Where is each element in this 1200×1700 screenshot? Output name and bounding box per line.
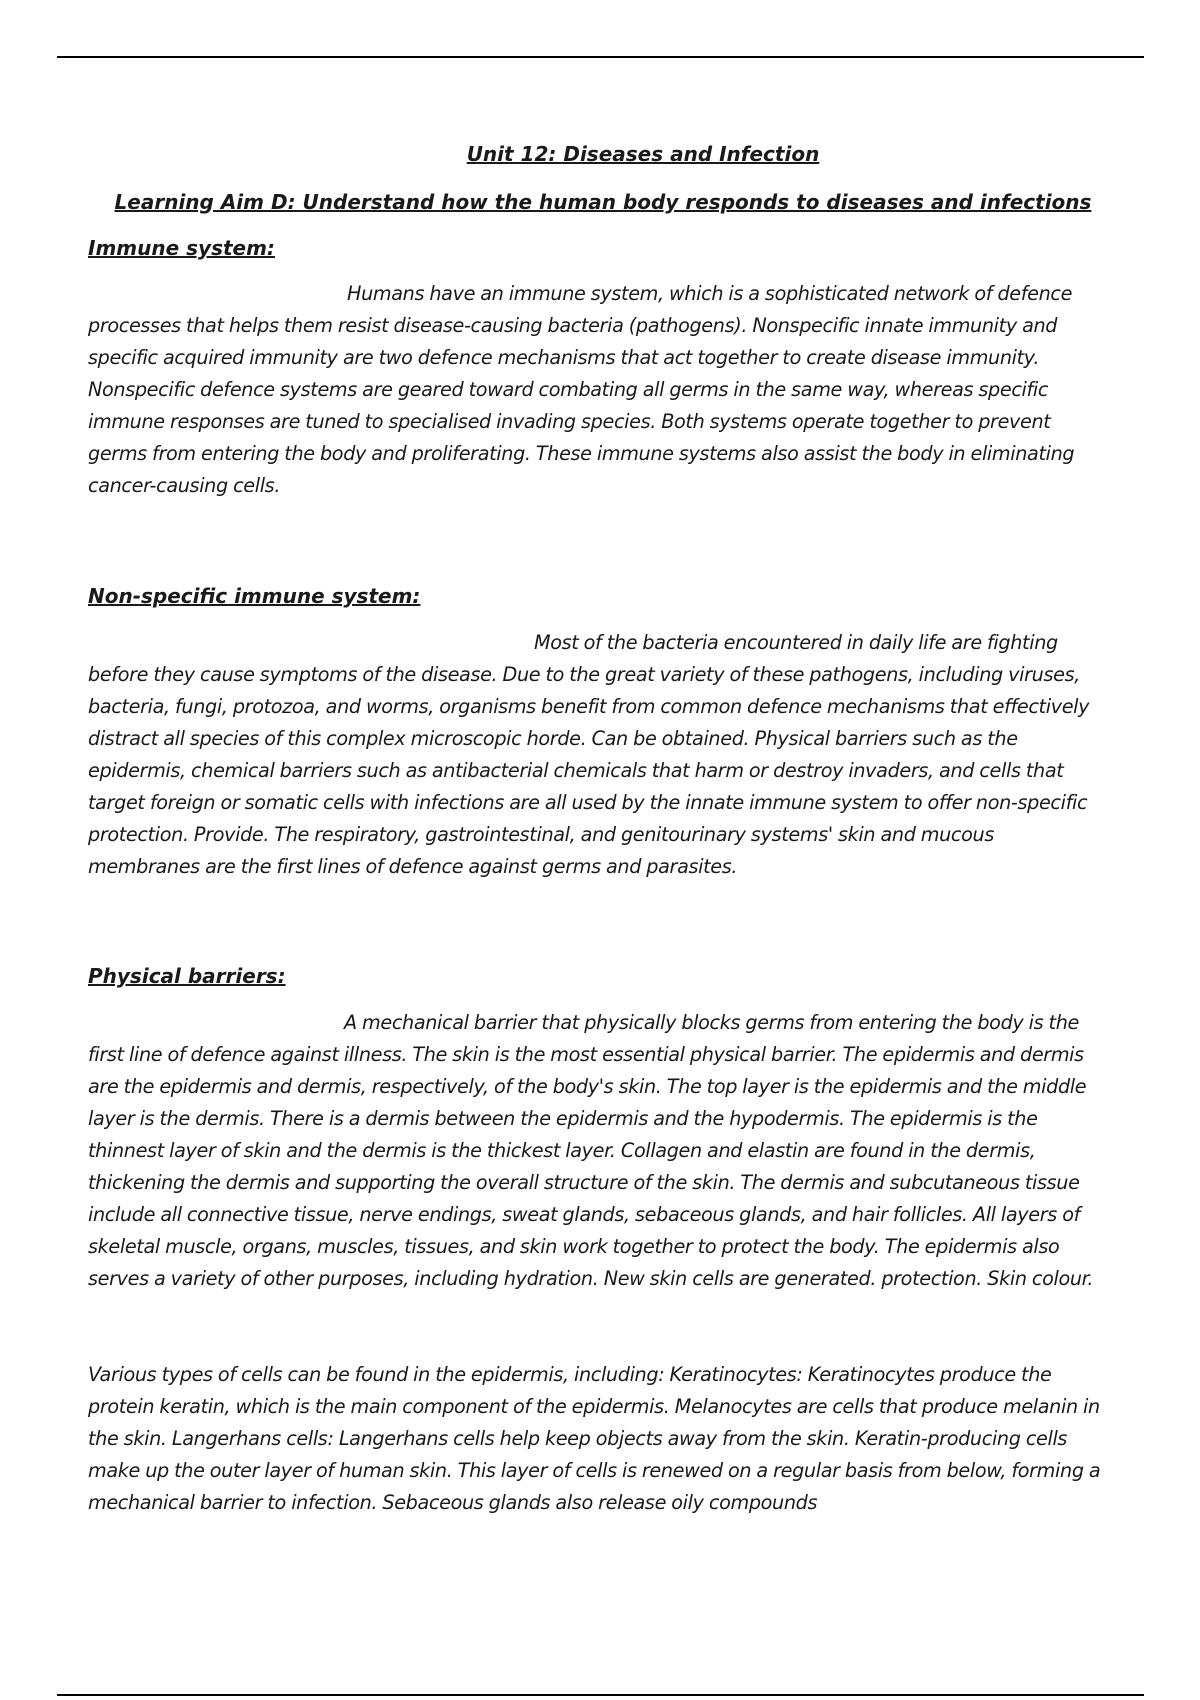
section-paragraph-physical-barriers: A mechanical barrier that physically blocks germs from entering the body is the first line of defence against illness. The skin is the most essential physical barrier. The epidermis and dermis are the epidermis and dermis, respectively, of the body's skin. The top layer is the epidermis and the middle layer is the dermis. There is a dermis between the epidermis and the hypodermis. The epidermis is the thinnest layer of skin and the dermis is the thickest layer. Collagen and elastin are found in the dermis, thickening the dermis and supporting the overall structure of the skin. The dermis and subcutaneous tissue include all connective tissue, nerve endings, sweat glands, sebaceous glands, and hair follicles. All layers of skeletal muscle, organs, muscles, tissues, and skin work together to protect the body. The epidermis also serves a variety of other purposes, including hydration. New skin cells are generated. protection. Skin colour. [88,1011,1094,1290]
document-page [88,140,1108,1519]
section-heading-physical-barriers: Physical barriers: [88,964,286,988]
section-paragraph-non-specific: Most of the bacteria encountered in daily life are fighting before they cause symptoms of the disease. Due to the great variety of these pathogens, including viruses, bacteria, fungi, protozoa, and worms, organisms benefit from common defence mechanisms that effectively distract all species of this complex microscopic horde. Can be obtained. Physical barriers such as the epidermis, chemical barriers such as antibacterial chemicals that harm or destroy invaders, and cells that target foreign or somatic cells with infections are all used by the innate immune system to offer non-specific protection. Provide. The respiratory, gastrointestinal, and genitourinary systems' skin and mucous membranes are the first lines of defence against germs and parasites. [88,631,1090,878]
bottom-rule [57,1694,1144,1696]
section-heading-immune-system: Immune system: [88,236,275,260]
document-title: Unit 12: Diseases and Infection [466,142,820,166]
section-paragraph-epidermis-cells: Various types of cells can be found in the epidermis, including: Keratinocytes: Keratinocytes produce the protein keratin, which is the main component of the epidermis. Melanocytes are cells that produce melanin in the skin. Langerhans cells: Langerhans cells help keep objects away from the skin. Keratin-producing cells make up the outer layer of human skin. This layer of cells is renewed on a regular basis from below, forming a mechanical barrier to infection. Sebaceous glands also release oily compounds [88,1363,1101,1514]
section-heading-non-specific: Non-specific immune system: [88,584,421,608]
section-paragraph-immune-system: Humans have an immune system, which is a sophisticated network of defence processes that helps them resist disease-causing bacteria (pathogens). Nonspecific innate immunity and specific acquired immunity are two defence mechanisms that act together to create disease immunity. Nonspecific defence systems are geared toward combating all germs in the same way, whereas specific immune responses are tuned to specialised invading species. Both systems operate together to prevent germs from entering the body and proliferating. These immune systems also assist the body in eliminating cancer-causing cells. [88,282,1075,497]
top-rule [57,56,1144,58]
learning-aim-title: Learning Aim D: Understand how the human body responds to diseases and infections [114,190,1092,214]
